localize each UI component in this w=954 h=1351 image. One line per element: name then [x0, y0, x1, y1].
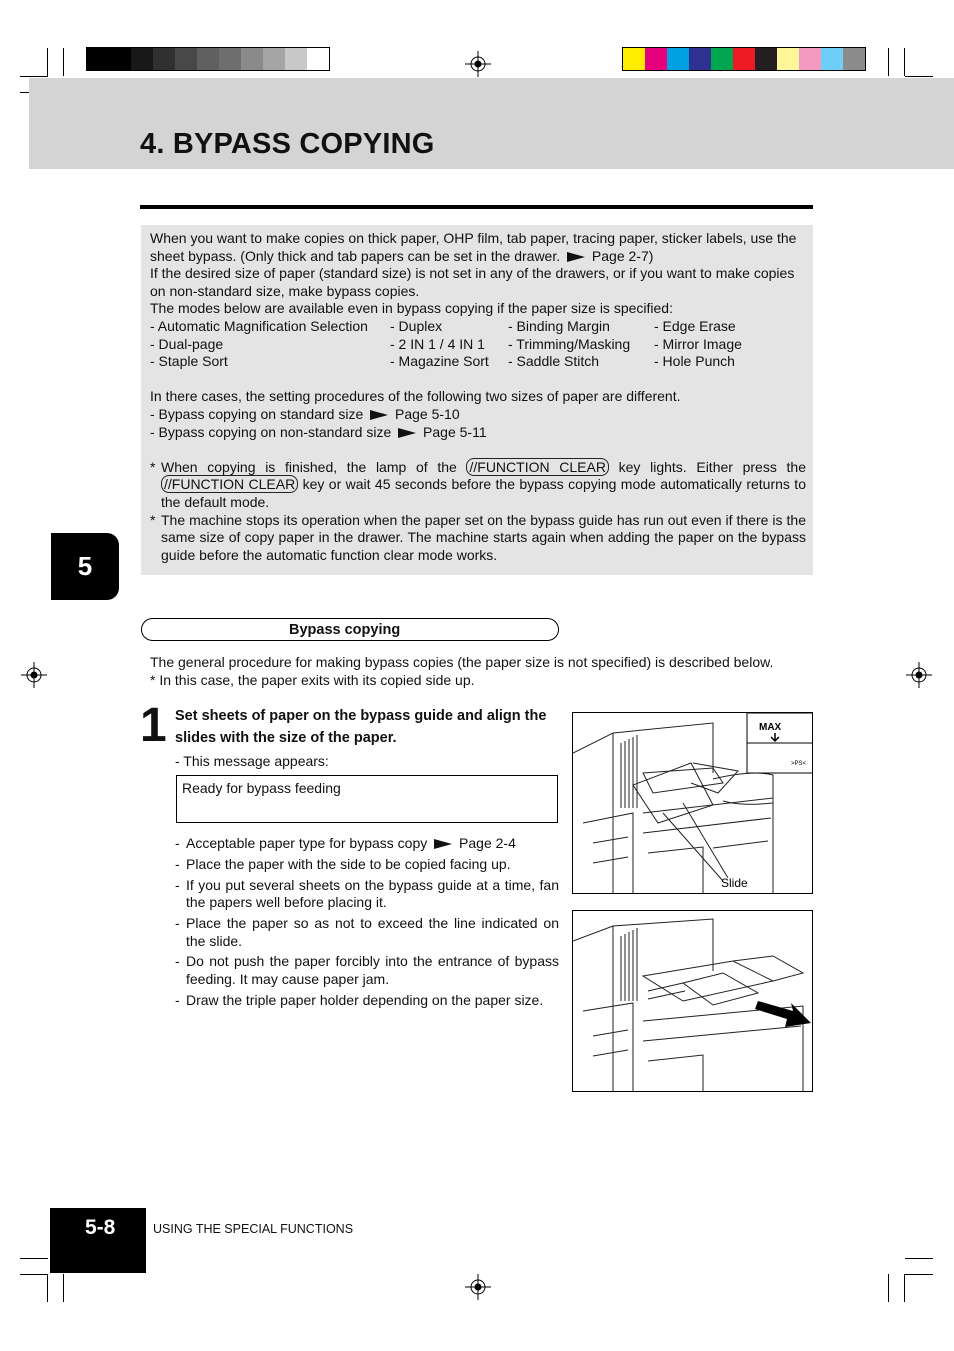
- display-message: Ready for bypass feeding: [182, 780, 341, 796]
- list-item: - Place the paper with the side to be copied facing up.: [175, 855, 511, 872]
- process-color-bar: [622, 47, 866, 71]
- page-number: 5-8: [85, 1216, 116, 1239]
- info-text: When you want to make copies on thick paper, OHP film, tab paper, tracing paper, sticker labels, use the sheet bypass. (Only thick and tab papers can be set in the drawer.: [150, 230, 797, 264]
- page-number-tab: [50, 1208, 146, 1273]
- chapter-tab: 5: [51, 533, 119, 600]
- copier-drawing-icon: [573, 911, 813, 1092]
- step-heading: Set sheets of paper on the bypass guide and align the slides with the size of the paper.: [175, 708, 547, 746]
- grayscale-swatch: [131, 48, 153, 70]
- note-item: [150, 459, 806, 512]
- section-heading: [141, 618, 559, 641]
- process-color-swatch: [711, 48, 733, 70]
- footer-section-name: USING THE SPECIAL FUNCTIONS: [153, 1222, 354, 1236]
- page-title: 4. BYPASS COPYING: [140, 128, 435, 160]
- page-reference-arrow-icon: [370, 410, 388, 420]
- mode-item: - Magazine Sort: [390, 353, 489, 370]
- grayscale-swatch: [241, 48, 263, 70]
- bypass-guide-illustration: [572, 712, 813, 894]
- section-title: Bypass copying: [289, 622, 401, 638]
- grayscale-swatch: [263, 48, 285, 70]
- info-paragraph: In there cases, the setting procedures of the following two sizes of paper are different.: [150, 388, 681, 405]
- section-intro: [150, 654, 773, 689]
- process-color-swatch: [799, 48, 821, 70]
- slide-callout: Slide: [721, 876, 748, 890]
- info-paragraph: The modes below are available even in bypass copying if the paper size is specified:: [150, 300, 673, 317]
- page-reference-arrow-icon: [567, 252, 585, 262]
- ps-label: >PS<: [791, 761, 807, 767]
- list-item: - Do not push the paper forcibly into the entrance of bypass feeding. It may cause paper jam.: [175, 953, 559, 987]
- process-color-swatch: [689, 48, 711, 70]
- grayscale-swatch: [197, 48, 219, 70]
- note-marker: *: [150, 458, 156, 475]
- registration-mark-icon: [906, 662, 932, 688]
- intro-text: The general procedure for making bypass copies (the paper size is not specified) is described below.: [150, 654, 774, 670]
- process-color-swatch: [843, 48, 865, 70]
- mode-item: - Automatic Magnification Selection: [150, 317, 368, 334]
- page-reference-arrow-icon: [434, 839, 452, 849]
- mode-item: - Saddle Stitch: [508, 353, 600, 370]
- grayscale-color-bar: [86, 47, 330, 71]
- grayscale-swatch: [109, 48, 131, 70]
- info-box: [141, 225, 813, 575]
- function-clear-key: //FUNCTION CLEAR: [161, 475, 298, 493]
- mode-item: - Mirror Image: [654, 335, 742, 352]
- info-paragraph: If the desired size of paper (standard size) is not set in any of the drawers, or if you want to make copies on non-standard size, make bypass copies.: [150, 265, 795, 299]
- list-item: - If you put several sheets on the bypass guide at a time, fan the papers well before placing it.: [175, 876, 559, 911]
- grayscale-swatch: [307, 48, 329, 70]
- mode-item: - Hole Punch: [654, 353, 735, 370]
- mode-item: - Trimming/Masking: [508, 335, 631, 352]
- mode-item: - Duplex: [390, 317, 443, 334]
- note-text: When copying is finished, the lamp of the //FUNCTION CLEAR key lights. Either press the //FUNCTION CLEAR key or wait 45 seconds before the bypass copying mode automatically returns to the default mode.: [161, 458, 806, 510]
- max-label: MAX: [759, 722, 782, 733]
- non-standard-size-link[interactable]: [150, 424, 806, 442]
- process-color-swatch: [667, 48, 689, 70]
- bullet-text: Acceptable paper type for bypass copy: [186, 835, 428, 851]
- note-marker: *: [150, 511, 156, 528]
- title-rule: [140, 205, 813, 209]
- process-color-swatch: [821, 48, 843, 70]
- list-item: - Place the paper so as not to exceed the line indicated on the slide.: [175, 914, 559, 949]
- display-message-box: [176, 775, 558, 823]
- link-label: - Bypass copying on non-standard size: [150, 423, 392, 440]
- grayscale-swatch: [285, 48, 307, 70]
- note-item: [150, 512, 806, 565]
- page-reference-arrow-icon: [398, 428, 416, 438]
- function-clear-key: //FUNCTION CLEAR: [466, 458, 608, 476]
- copier-drawing-icon: [573, 713, 813, 894]
- page-reference: Page 2-7): [591, 247, 654, 264]
- grayscale-swatch: [153, 48, 175, 70]
- list-item: - Acceptable paper type for bypass copy Page 2-4: [175, 835, 516, 851]
- process-color-swatch: [733, 48, 755, 70]
- process-color-swatch: [645, 48, 667, 70]
- registration-mark-icon: [465, 1274, 491, 1300]
- page-reference: Page 2-4: [459, 835, 516, 851]
- link-label: - Bypass copying on standard size: [150, 405, 364, 422]
- process-color-swatch: [777, 48, 799, 70]
- grayscale-swatch: [87, 48, 109, 70]
- message-lead: - This message appears:: [175, 753, 329, 769]
- page-reference: Page 5-10: [395, 405, 460, 422]
- page-reference: Page 5-11: [423, 423, 487, 440]
- list-item: - Draw the triple paper holder depending on the paper size.: [175, 991, 544, 1008]
- standard-size-link[interactable]: [150, 406, 806, 424]
- paper-holder-illustration: [572, 910, 813, 1092]
- grayscale-swatch: [219, 48, 241, 70]
- info-paragraph: [150, 230, 806, 265]
- mode-item: - 2 IN 1 / 4 IN 1: [390, 335, 485, 352]
- mode-item: - Staple Sort: [150, 353, 228, 370]
- registration-mark-icon: [21, 662, 47, 688]
- process-color-swatch: [755, 48, 777, 70]
- note-text: The machine stops its operation when the paper set on the bypass guide has run out even if there is the same size of copy paper in the drawer. The machine starts again when adding the paper on the bypass guide before the automatic function clear mode works.: [161, 511, 806, 563]
- registration-mark-icon: [465, 51, 491, 77]
- mode-item: - Binding Margin: [508, 317, 610, 334]
- step-bullets: [175, 835, 559, 1012]
- process-color-swatch: [623, 48, 645, 70]
- grayscale-swatch: [175, 48, 197, 70]
- mode-item: - Dual-page: [150, 335, 224, 352]
- modes-list: [150, 318, 806, 371]
- intro-note: * In this case, the paper exits with its copied side up.: [150, 671, 475, 688]
- step-number: 1: [140, 699, 167, 752]
- mode-item: - Edge Erase: [654, 317, 736, 334]
